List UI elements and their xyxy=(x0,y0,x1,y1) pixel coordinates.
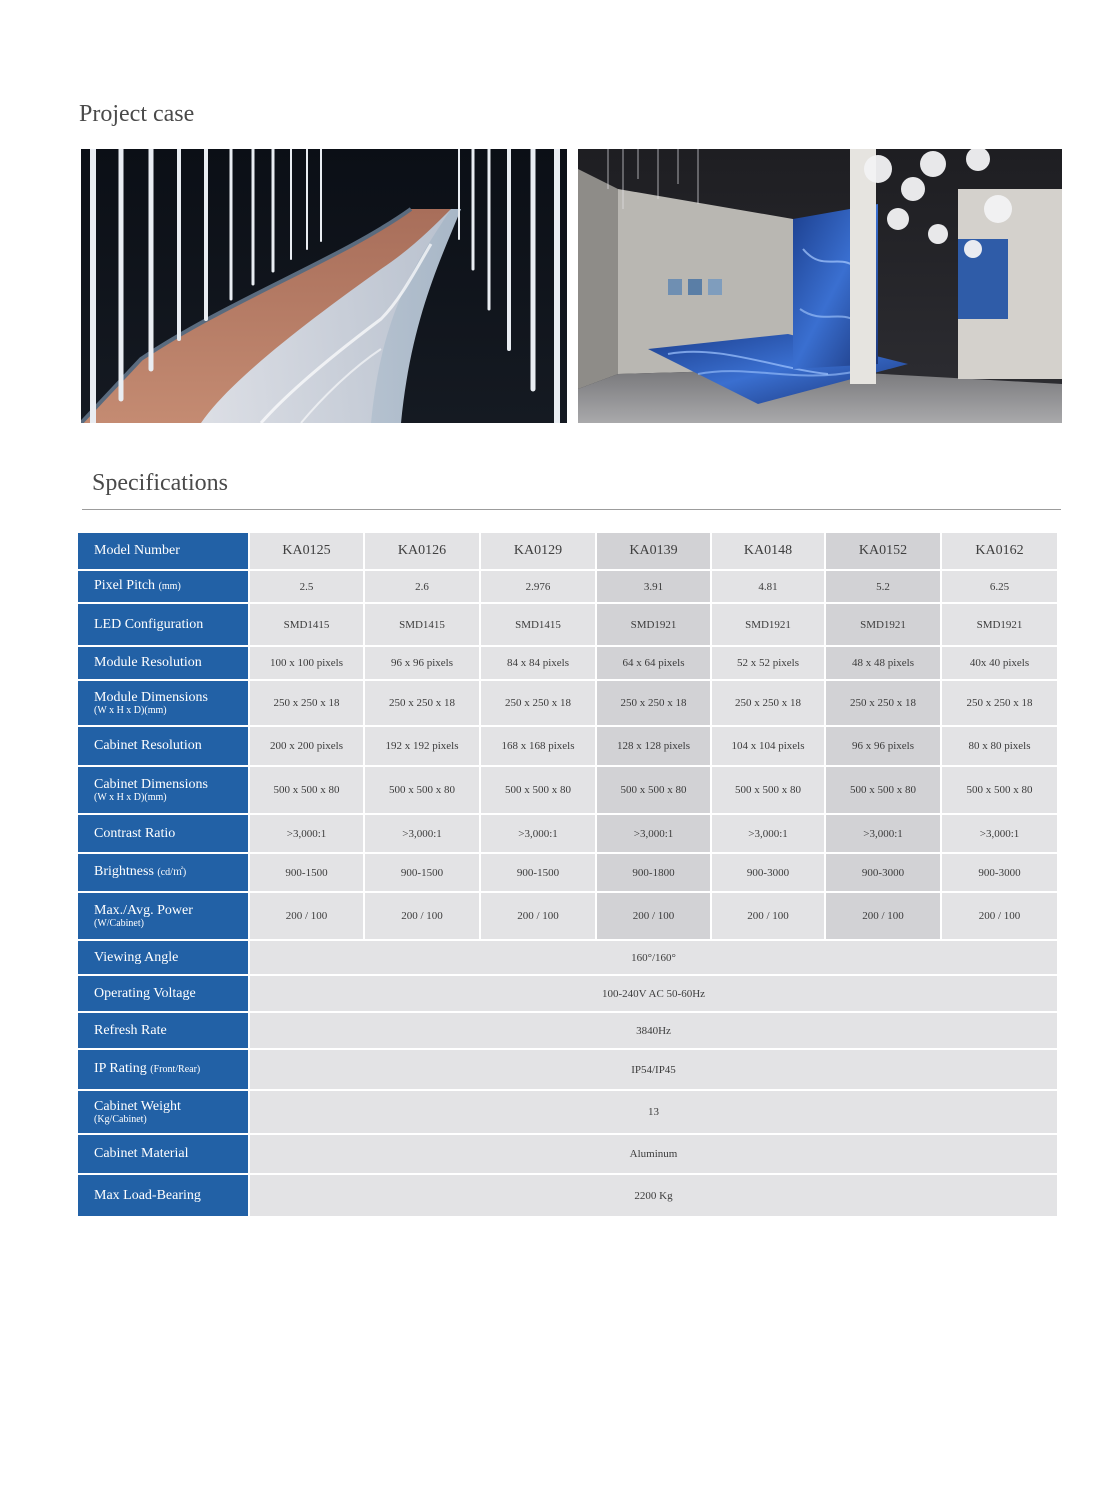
table-cell: SMD1415 xyxy=(480,603,596,646)
table-row xyxy=(77,570,1058,603)
table-row xyxy=(77,680,1058,726)
table-cell: 500 x 500 x 80 xyxy=(825,766,941,814)
row-label-brightness xyxy=(77,853,249,892)
table-cell: >3,000:1 xyxy=(480,814,596,853)
row-label-pixel-pitch xyxy=(77,570,249,603)
row-label-text: Max Load-Bearing xyxy=(94,1187,201,1203)
row-label-text: Pixel Pitch xyxy=(94,578,156,593)
model-header-ka0139: KA0139 xyxy=(596,532,711,570)
table-cell: 168 x 168 pixels xyxy=(480,726,596,766)
table-cell: 64 x 64 pixels xyxy=(596,646,711,680)
model-header-ka0129: KA0129 xyxy=(480,532,596,570)
table-cell: 900-1500 xyxy=(364,853,480,892)
table-cell: 250 x 250 x 18 xyxy=(941,680,1058,726)
table-cell: SMD1415 xyxy=(249,603,364,646)
row-label-unit: (cd/㎡) xyxy=(157,867,187,878)
table-cell: 96 x 96 pixels xyxy=(364,646,480,680)
table-cell: 500 x 500 x 80 xyxy=(941,766,1058,814)
table-cell: 52 x 52 pixels xyxy=(711,646,825,680)
table-cell: 200 / 100 xyxy=(596,892,711,940)
table-cell: 250 x 250 x 18 xyxy=(825,680,941,726)
table-cell: 2.976 xyxy=(480,570,596,603)
table-cell: SMD1921 xyxy=(596,603,711,646)
row-label-text: IP Rating xyxy=(94,1061,147,1076)
table-row xyxy=(77,1174,1058,1217)
table-cell: SMD1415 xyxy=(364,603,480,646)
table-cell: >3,000:1 xyxy=(364,814,480,853)
table-cell: 200 / 100 xyxy=(480,892,596,940)
table-row xyxy=(77,603,1058,646)
table-row xyxy=(77,726,1058,766)
table-row xyxy=(77,940,1058,975)
row-label-model-number xyxy=(77,532,249,570)
table-cell: 900-1500 xyxy=(480,853,596,892)
row-label-cabinet-dimensions xyxy=(77,766,249,814)
table-cell: 80 x 80 pixels xyxy=(941,726,1058,766)
table-row xyxy=(77,975,1058,1012)
gallery-illustration xyxy=(578,149,1062,423)
row-label-text: Cabinet Material xyxy=(94,1146,189,1161)
table-cell: 900-1500 xyxy=(249,853,364,892)
table-cell: 500 x 500 x 80 xyxy=(249,766,364,814)
row-label-text: Module Resolution xyxy=(94,655,202,670)
table-cell: 250 x 250 x 18 xyxy=(364,680,480,726)
row-label-unit: (Front/Rear) xyxy=(150,1064,201,1075)
table-cell: 250 x 250 x 18 xyxy=(711,680,825,726)
row-label-text: Module Dimensions xyxy=(94,689,208,705)
table-row xyxy=(77,892,1058,940)
row-label-text: Contrast Ratio xyxy=(94,825,176,841)
table-cell: 5.2 xyxy=(825,570,941,603)
row-label-text: Cabinet Dimensions xyxy=(94,776,208,792)
table-cell: 40x 40 pixels xyxy=(941,646,1058,680)
table-header-row xyxy=(77,532,1058,570)
row-label-text: Cabinet Resolution xyxy=(94,738,202,753)
table-cell: 104 x 104 pixels xyxy=(711,726,825,766)
table-cell: 500 x 500 x 80 xyxy=(596,766,711,814)
row-label-cabinet-weight xyxy=(77,1090,249,1134)
row-label-text: Cabinet Weight xyxy=(94,1098,181,1114)
model-header-ka0148: KA0148 xyxy=(711,532,825,570)
table-cell: 500 x 500 x 80 xyxy=(364,766,480,814)
row-label-subtitle: (W x H x D)(mm) xyxy=(94,704,167,716)
specifications-heading: Specifications xyxy=(92,470,228,496)
shared-value-cell: IP54/IP45 xyxy=(249,1049,1058,1090)
row-label-text: Brightness xyxy=(94,864,154,879)
table-cell: 128 x 128 pixels xyxy=(596,726,711,766)
table-cell: 4.81 xyxy=(711,570,825,603)
table-cell: 200 / 100 xyxy=(364,892,480,940)
table-cell: 250 x 250 x 18 xyxy=(249,680,364,726)
table-cell: SMD1921 xyxy=(711,603,825,646)
row-label-viewing-angle xyxy=(77,940,249,975)
row-label-cabinet-resolution xyxy=(77,726,249,766)
row-label-contrast-ratio xyxy=(77,814,249,853)
row-label-module-dimensions xyxy=(77,680,249,726)
row-label-cabinet-material xyxy=(77,1134,249,1174)
specifications-table xyxy=(76,531,1059,1218)
table-cell: 84 x 84 pixels xyxy=(480,646,596,680)
row-label-text: Refresh Rate xyxy=(94,1022,167,1038)
table-cell: SMD1921 xyxy=(941,603,1058,646)
table-cell: >3,000:1 xyxy=(711,814,825,853)
table-cell: 900-1800 xyxy=(596,853,711,892)
table-cell: 900-3000 xyxy=(941,853,1058,892)
heading-divider xyxy=(82,509,1061,510)
row-label-max-load-bearing xyxy=(77,1174,249,1217)
shared-value-cell: 13 xyxy=(249,1090,1058,1134)
table-cell: SMD1921 xyxy=(825,603,941,646)
table-cell: 48 x 48 pixels xyxy=(825,646,941,680)
row-label-operating-voltage xyxy=(77,975,249,1012)
table-cell: >3,000:1 xyxy=(941,814,1058,853)
shared-value-cell: 3840Hz xyxy=(249,1012,1058,1049)
table-row xyxy=(77,814,1058,853)
table-cell: 100 x 100 pixels xyxy=(249,646,364,680)
project-photo-corridor xyxy=(81,149,567,423)
row-label-subtitle: (W/Cabinet) xyxy=(94,917,144,929)
table-row xyxy=(77,1049,1058,1090)
table-row xyxy=(77,646,1058,680)
row-label-subtitle: (W x H x D)(mm) xyxy=(94,791,167,803)
shared-value-cell: 2200 Kg xyxy=(249,1174,1058,1217)
row-label-text: Viewing Angle xyxy=(94,949,179,965)
table-cell: >3,000:1 xyxy=(825,814,941,853)
shared-value-cell: Aluminum xyxy=(249,1134,1058,1174)
table-cell: 192 x 192 pixels xyxy=(364,726,480,766)
row-label-text: Operating Voltage xyxy=(94,985,196,1001)
row-label-text: Model Number xyxy=(94,543,180,558)
table-cell: >3,000:1 xyxy=(596,814,711,853)
table-cell: 900-3000 xyxy=(825,853,941,892)
table-cell: 500 x 500 x 80 xyxy=(480,766,596,814)
table-cell: 200 / 100 xyxy=(825,892,941,940)
table-cell: >3,000:1 xyxy=(249,814,364,853)
table-cell: 200 / 100 xyxy=(941,892,1058,940)
table-row xyxy=(77,853,1058,892)
table-cell: 250 x 250 x 18 xyxy=(596,680,711,726)
table-cell: 200 / 100 xyxy=(711,892,825,940)
table-cell: 200 x 200 pixels xyxy=(249,726,364,766)
project-case-heading: Project case xyxy=(79,101,195,127)
table-cell: 900-3000 xyxy=(711,853,825,892)
table-cell: 2.6 xyxy=(364,570,480,603)
row-label-subtitle: (Kg/Cabinet) xyxy=(94,1113,147,1125)
project-photo-gallery xyxy=(578,149,1062,423)
row-label-module-resolution xyxy=(77,646,249,680)
row-label-ip-rating xyxy=(77,1049,249,1090)
shared-value-cell: 100-240V AC 50-60Hz xyxy=(249,975,1058,1012)
table-cell: 96 x 96 pixels xyxy=(825,726,941,766)
table-cell: 250 x 250 x 18 xyxy=(480,680,596,726)
corridor-illustration xyxy=(81,149,567,423)
row-label-unit: (mm) xyxy=(158,581,181,592)
row-label-text: Max./Avg. Power xyxy=(94,902,193,918)
table-cell: 200 / 100 xyxy=(249,892,364,940)
row-label-max-avg-power xyxy=(77,892,249,940)
row-label-text: LED Configuration xyxy=(94,616,204,632)
table-row xyxy=(77,1134,1058,1174)
model-header-ka0125: KA0125 xyxy=(249,532,364,570)
table-cell: 6.25 xyxy=(941,570,1058,603)
model-header-ka0126: KA0126 xyxy=(364,532,480,570)
shared-value-cell: 160°/160° xyxy=(249,940,1058,975)
row-label-refresh-rate xyxy=(77,1012,249,1049)
table-row xyxy=(77,766,1058,814)
table-cell: 500 x 500 x 80 xyxy=(711,766,825,814)
table-cell: 2.5 xyxy=(249,570,364,603)
model-header-ka0152: KA0152 xyxy=(825,532,941,570)
table-row xyxy=(77,1012,1058,1049)
model-header-ka0162: KA0162 xyxy=(941,532,1058,570)
table-cell: 3.91 xyxy=(596,570,711,603)
row-label-led-configuration xyxy=(77,603,249,646)
table-row xyxy=(77,1090,1058,1134)
